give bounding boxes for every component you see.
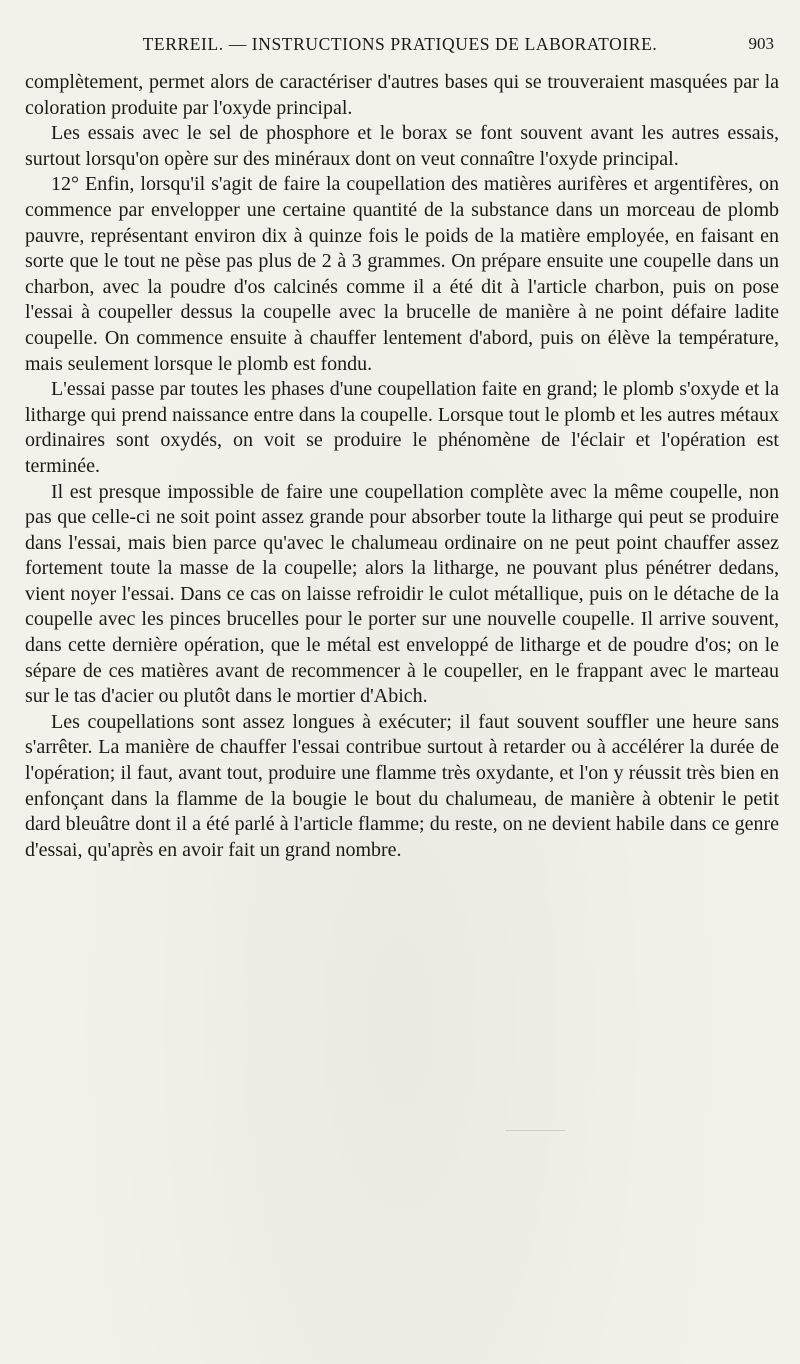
body-text bbox=[25, 70, 779, 863]
paragraph-coupellation-12: 12° Enfin, lorsqu'il s'agit de faire la coupellation des matières aurifères et argentifères, on commence par envelopper une certaine quantité de la substance dans un morceau de plomb pauvre, représentant environ dix à quinze fois le poids de la matière employée, en faisant en sorte que le tout ne pèse pas plus de 2 à 3 grammes. On prépare ensuite une coupelle dans un charbon, avec la poudre d'os calcinés comme il a été dit à l'article charbon, puis on pose l'essai à coupeller dessus la coupelle avec la brucelle de manière à ne point défaire ladite coupelle. On commence ensuite à chauffer lentement d'abord, puis on élève la température, mais seulement lorsque le plomb est fondu. bbox=[25, 173, 779, 375]
paragraph-essais-phosphore: Les essais avec le sel de phosphore et le borax se font souvent avant les autres essais, surtout lorsqu'on opère sur des minéraux dont on veut connaître l'oxyde principal. bbox=[25, 122, 779, 170]
paragraph-phases-coupellation: L'essai passe par toutes les phases d'une coupellation faite en grand; le plomb s'oxyde et la litharge qui prend naissance entre dans la coupelle. Lorsque tout le plomb et les autres métaux ordinaires sont oxydés, on voit se produire le phénomène de l'éclair et l'opération est terminée. bbox=[25, 378, 779, 477]
bleed-through-rule bbox=[505, 1130, 565, 1131]
running-title: TERREIL. — INSTRUCTIONS PRATIQUES DE LABORATOIRE. bbox=[142, 34, 658, 54]
paragraph-coupellations-longues: Les coupellations sont assez longues à exécuter; il faut souvent souffler une heure sans s'arrêter. La manière de chauffer l'essai contribue surtout à retarder ou à accélérer la durée de l'opération; il faut, avant tout, produire une flamme très oxydante, et l'on y réussit très bien en enfonçant dans la flamme de la bougie le bout du chalumeau, de manière à obtenir le petit dard bleuâtre dont il a été parlé à l'article flamme; du reste, on ne devient habile dans ce genre d'essai, qu'après en avoir fait un grand nombre. bbox=[25, 710, 779, 861]
page-number: 903 bbox=[748, 34, 774, 53]
paragraph-continuation: complètement, permet alors de caractériser d'autres bases qui se trouveraient masquées par la coloration produite par l'oxyde principal. bbox=[25, 71, 779, 119]
paragraph-coupellation-complete: Il est presque impossible de faire une coupellation complète avec la même coupelle, non pas que celle-ci ne soit point assez grande pour absorber toute la litharge qui peut se produire dans l'essai, mais bien parce qu'avec le chalumeau ordinaire on ne peut point chauffer assez fortement toute la masse de la coupelle; alors la litharge, ne pouvant plus pénétrer dedans, vient noyer l'essai. Dans ce cas on laisse refroidir le culot métallique, puis on le détache de la coupelle avec les pinces brucelles pour le porter sur une nouvelle coupelle. Il arrive souvent, dans cette dernière opération, que le métal est enveloppé de litharge et de poudre d'os; on le sépare de ces matières avant de recommencer à le coupeller, en le frappant avec le marteau sur le tas d'acier ou plutôt dans le mortier d'Abich. bbox=[25, 480, 779, 708]
